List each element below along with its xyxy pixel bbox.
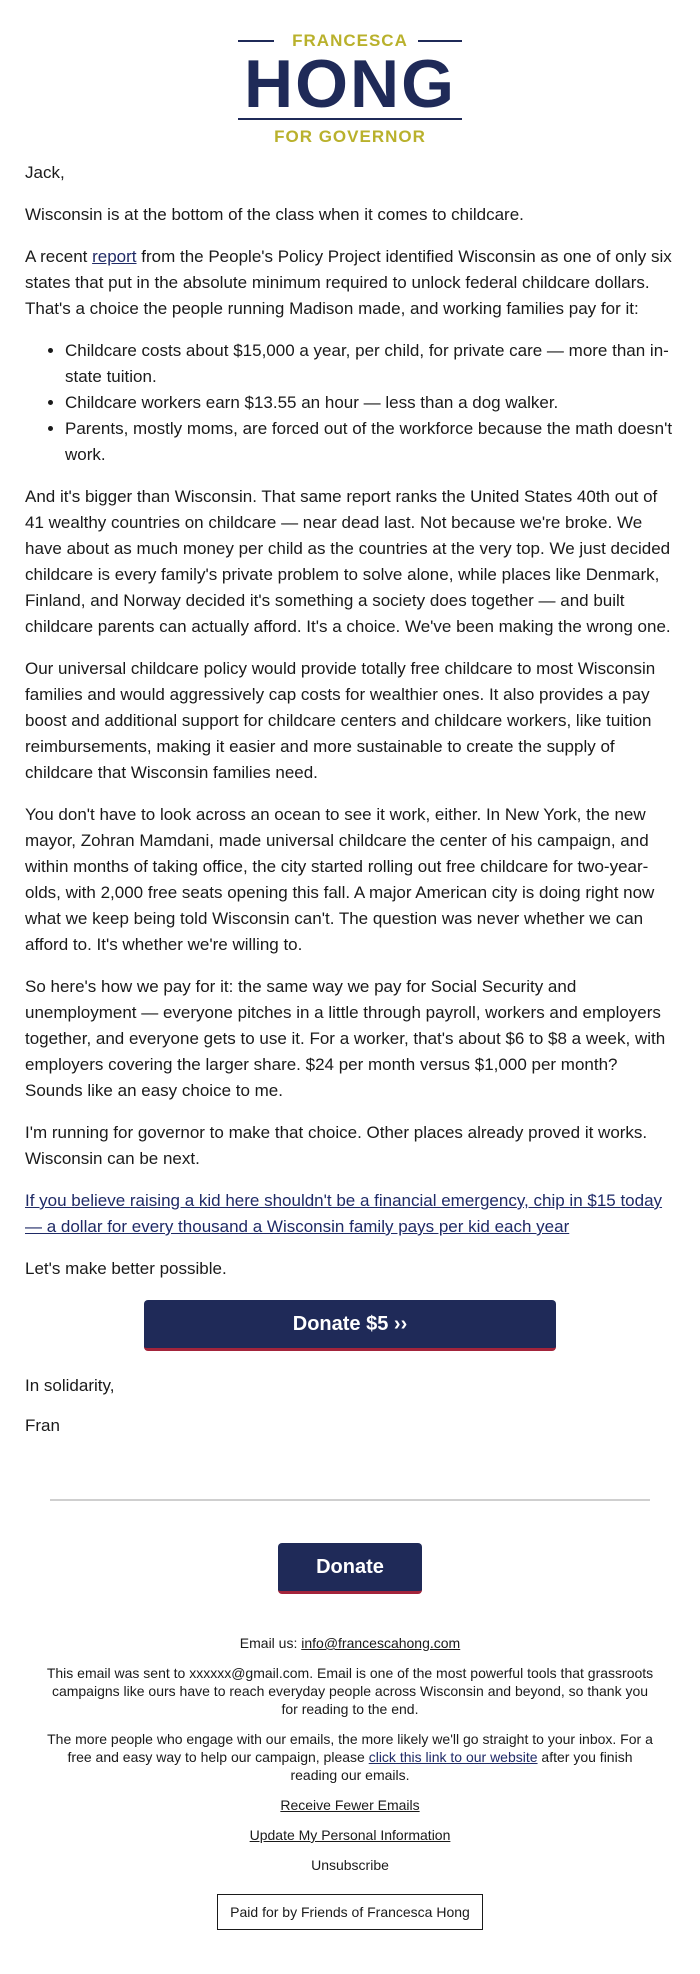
logo-tagline: FOR GOVERNOR: [274, 127, 426, 146]
donate-row: [25, 1300, 675, 1351]
greeting: Jack,: [25, 163, 65, 182]
bullet-list: [25, 338, 675, 468]
paid-for-disclaimer: Paid for by Friends of Francesca Hong: [217, 1894, 483, 1930]
update-info-link[interactable]: Update My Personal Information: [249, 1827, 451, 1843]
list-item: • Childcare costs about $15,000 a year, per child, for private care — more than in-state tuition.: [65, 338, 675, 390]
email-link[interactable]: info@francescahong.com: [301, 1635, 461, 1651]
donate-button[interactable]: Donate: [278, 1543, 422, 1594]
logo-graphic: [230, 0, 470, 150]
sent-to-text: This email was sent to xxxxxx@gmail.com. Email is one of the most powerful tools that grassroots campaigns like ours have to reach everyday people across Wisconsin and beyond, so thank you for reading to the end.: [46, 1665, 654, 1717]
paid-for-row: [45, 1886, 655, 1930]
logo-last-name: HONG: [244, 46, 456, 122]
logo-first-name: FRANCESCA: [292, 31, 408, 50]
paragraph-global: And it's bigger than Wisconsin. That same report ranks the United States 40th out of 41 wealthy countries on childcare — near dead last. Not because we're broke. We have about as much money per child as the countries at the very top. We just decided childcare is every family's private problem to solve alone, while places like Denmark, Finland, and Norway decided it's something a society does together — and built childcare parents can actually afford. It's a choice. We've been making the wrong one.: [25, 487, 671, 636]
paragraph-closing: Let's make better possible.: [25, 1259, 227, 1278]
list-item: • Parents, mostly moms, are forced out of the workforce because the math doesn't work.: [65, 416, 675, 468]
unsubscribe-link[interactable]: Unsubscribe: [311, 1857, 389, 1873]
footer: [0, 1634, 700, 1930]
paragraph-new-york: You don't have to look across an ocean to see it work, either. In New York, the new mayor, Zohran Mamdani, made universal childcare the center of his campaign, and within months of taking office, the city started rolling out free childcare for two-year-olds, with 2,000 free seats opening this fall. A major American city is doing right now what we keep being told Wisconsin can't. The question was never whether we can afford to. It's whether we're willing to.: [25, 805, 655, 954]
fewer-emails-row: [45, 1796, 655, 1814]
divider: [50, 1499, 650, 1501]
list-item: • Childcare workers earn $13.55 an hour — less than a dog walker.: [65, 390, 675, 416]
engage-text: The more people who engage with our emails, the more likely we'll go straight to your inbox. For a free and easy way to help our campaign, please click this link to our website after you finish reading our emails.: [47, 1731, 653, 1783]
message-content: [0, 160, 700, 1439]
update-info-row: [45, 1826, 655, 1844]
paragraph-policy: Our universal childcare policy would provide totally free childcare to most Wisconsin families and would aggressively cap costs for wealthier ones. It also provides a pay boost and additional support for childcare centers and childcare workers, like tuition reimbursements, making it easier and more sustainable to create the supply of childcare that Wisconsin families need.: [25, 659, 656, 782]
footer-donate-row: [0, 1543, 700, 1594]
signature: Fran: [25, 1416, 60, 1435]
email-us: Email us: info@francescahong.com: [239, 1635, 461, 1651]
receive-fewer-emails-link[interactable]: Receive Fewer Emails: [280, 1797, 420, 1813]
report-link[interactable]: report: [92, 247, 137, 266]
website-link[interactable]: click this link to our website: [368, 1749, 538, 1765]
chip-in-link[interactable]: If you believe raising a kid here shouldn't be a financial emergency, chip in $15 today — a dollar for every thousand a Wisconsin family pays per kid each year: [25, 1191, 663, 1236]
donate-5-button[interactable]: Donate $5 ››: [144, 1300, 556, 1351]
paragraph-intro: Wisconsin is at the bottom of the class when it comes to childcare.: [25, 205, 524, 224]
signoff: In solidarity,: [25, 1376, 115, 1395]
paragraph-running: I'm running for governor to make that choice. Other places already proved it works. Wisconsin can be next.: [25, 1123, 648, 1168]
cta-paragraph: [25, 1188, 675, 1240]
signature-block: [25, 1373, 675, 1439]
campaign-logo: [0, 0, 700, 160]
paragraph-funding: So here's how we pay for it: the same way we pay for Social Security and unemployment — everyone pitches in a little through payroll, workers and employers together, and everyone gets to use it. For a worker, that's about $6 to $8 a week, with employers covering the larger share. $24 per month versus $1,000 per month? Sounds like an easy choice to me.: [25, 977, 666, 1100]
unsubscribe-row: [45, 1856, 655, 1874]
paragraph-report: A recent report from the People's Policy Project identified Wisconsin as one of only six states that put in the absolute minimum required to unlock federal childcare dollars. That's a choice the people running Madison made, and working families pay for it:: [25, 247, 672, 318]
